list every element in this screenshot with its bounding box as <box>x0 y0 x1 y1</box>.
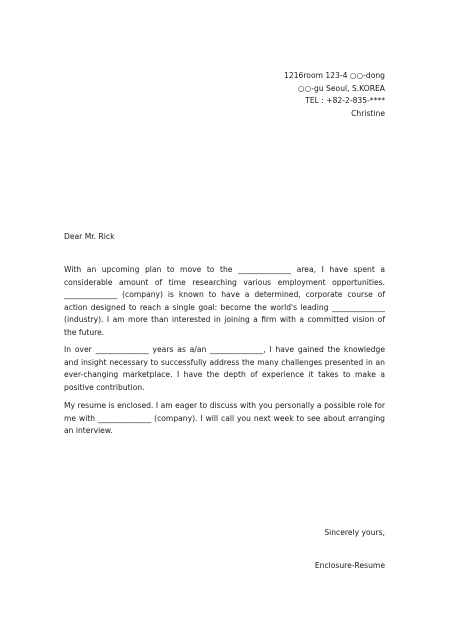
sender-address <box>284 70 385 120</box>
paragraph-3: My resume is enclosed. I am eager to discuss with you personally a possible role for me with ______________ (company). I will call you next week to see about arranging an interview. <box>64 401 385 435</box>
address-line-2: ○○-gu Seoul, S.KOREA <box>298 83 385 93</box>
sender-name: Christine <box>351 108 385 118</box>
closing: Sincerely yours, <box>324 528 385 537</box>
address-phone: TEL : +82-2-835-**** <box>305 96 385 105</box>
enclosure-note: Enclosure-Resume <box>314 561 385 570</box>
paragraph-2: In over ______________ years as a/an ______________, I have gained the knowledge and insight necessary to successfully address the many challenges presented in an ever-changing marketplace. I have the depth of experience it takes to make a positive contribution. <box>64 345 385 392</box>
address-line-1: 1216room 123-4 ○○-dong <box>284 71 385 80</box>
salutation: Dear Mr. Rick <box>64 232 115 241</box>
paragraph-1: With an upcoming plan to move to the ______________ area, I have spent a considerable amount of time researching various employment opportunities. ______________ (company) is known to have a determined, corporate course of action designed to reach a single goal: become the world's leading ______________ (industry). I am more than interested in joining a firm with a committed vision of the future. <box>64 265 385 337</box>
